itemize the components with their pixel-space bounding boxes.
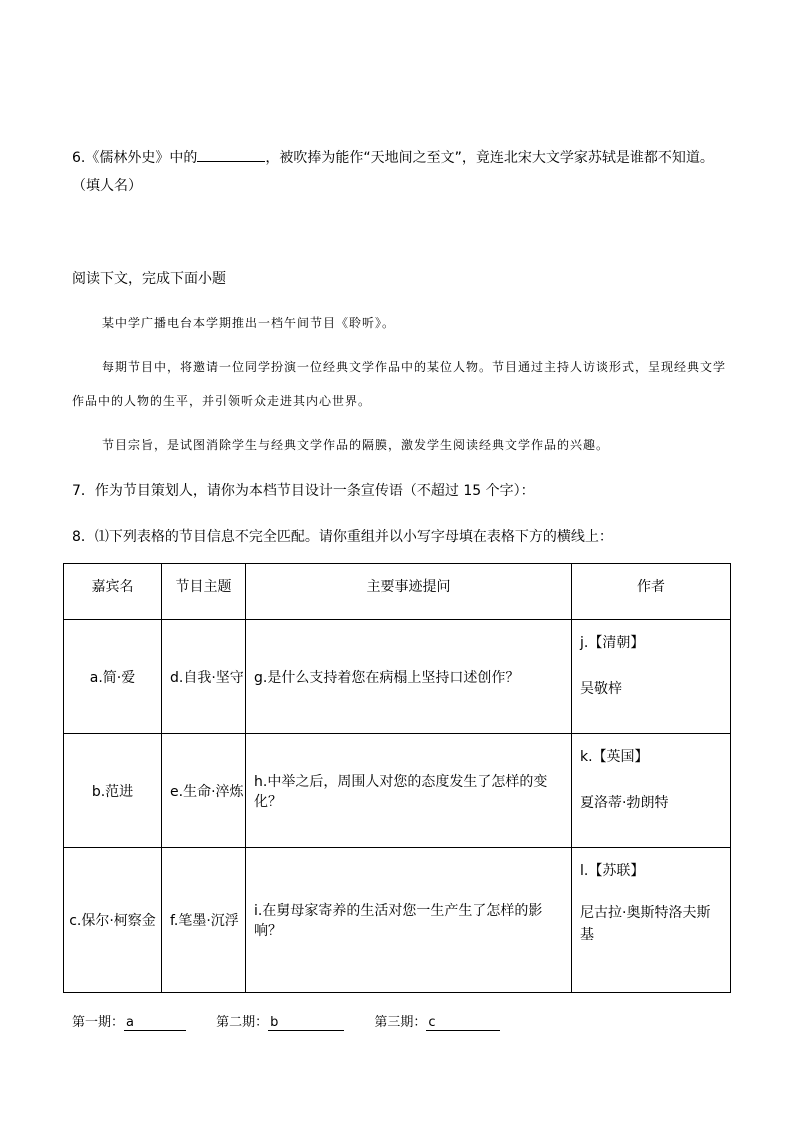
answer-label: 第一期：: [72, 1015, 125, 1030]
answer-issue-3: [374, 1011, 500, 1031]
author-origin: k.【英国】: [580, 749, 649, 765]
answer-issue-1: [72, 1011, 186, 1031]
theme-cell: d.自我·坚守: [162, 620, 246, 734]
table-header-row: [64, 564, 731, 620]
table-row: [64, 734, 731, 848]
answer-blank[interactable]: a: [124, 1015, 186, 1031]
author-name: 夏洛蒂·勃朗特: [580, 795, 669, 811]
guest-cell: b.范进: [64, 734, 162, 848]
table-row: [64, 620, 731, 734]
question-8: 8．⑴下列表格的节目信息不完全匹配。请你重组并以小写字母填在表格下方的横线上：: [72, 529, 613, 545]
question-cell: g.是什么支持着您在病榻上坚持口述创作？: [246, 620, 572, 734]
question-7: 7．作为节目策划人，请你为本档节目设计一条宣传语（不超过 15 个字）：: [72, 483, 535, 499]
program-info-table: [63, 563, 731, 993]
passage-paragraph-text: 某中学广播电台本学期推出一档午间节目《聆听》。: [102, 316, 396, 330]
header-question: 主要事迹提问: [246, 564, 572, 620]
question-cell: h.中举之后，周围人对您的态度发生了怎样的变化？: [246, 734, 572, 848]
question-6-prefix: 6.《儒林外史》中的: [72, 150, 198, 166]
answer-blank[interactable]: b: [268, 1015, 344, 1031]
passage-paragraph: [72, 350, 732, 418]
answer-blank[interactable]: c: [426, 1015, 500, 1031]
answer-label: 第三期：: [374, 1015, 427, 1030]
question-6-suffix: ，被吹捧为能作“天地间之至文”，竟连北宋大文学家苏轼是谁都不知道。（填人名）: [72, 150, 714, 194]
author-cell: [572, 848, 731, 993]
guest-cell: a.简·爱: [64, 620, 162, 734]
author-origin: l.【苏联】: [580, 863, 645, 879]
header-author: 作者: [572, 564, 731, 620]
author-cell: [572, 620, 731, 734]
author-cell: [572, 734, 731, 848]
reading-instruction: 阅读下文，完成下面小题: [72, 271, 226, 287]
header-guest: 嘉宾名: [64, 564, 162, 620]
author-name: 尼古拉·奥斯特洛夫斯基: [580, 905, 711, 943]
passage-paragraph: [72, 428, 732, 462]
theme-cell: f.笔墨·沉浮: [162, 848, 246, 993]
author-origin: j.【清朝】: [580, 635, 645, 651]
passage-paragraph-text: 每期节目中，将邀请一位同学扮演一位经典文学作品中的某位人物。节目通过主持人访谈形式，呈现经典文学作品中的人物的生平，并引领听众走进其内心世界。: [72, 360, 727, 408]
answer-label: 第二期：: [216, 1015, 269, 1030]
passage-paragraph-text: 节目宗旨，是试图消除学生与经典文学作品的隔膜，激发学生阅读经典文学作品的兴趣。: [102, 438, 610, 452]
answer-issue-2: [216, 1011, 344, 1031]
answer-lines: [72, 1011, 526, 1031]
passage-paragraph: [72, 306, 732, 340]
guest-cell: c.保尔·柯察金: [64, 848, 162, 993]
question-6-answer-blank[interactable]: [197, 147, 265, 162]
question-6: [72, 144, 732, 200]
header-theme: 节目主题: [162, 564, 246, 620]
table-row: [64, 848, 731, 993]
question-cell: i.在舅母家寄养的生活对您一生产生了怎样的影响？: [246, 848, 572, 993]
theme-cell: e.生命·淬炼: [162, 734, 246, 848]
author-name: 吴敬梓: [580, 681, 622, 697]
